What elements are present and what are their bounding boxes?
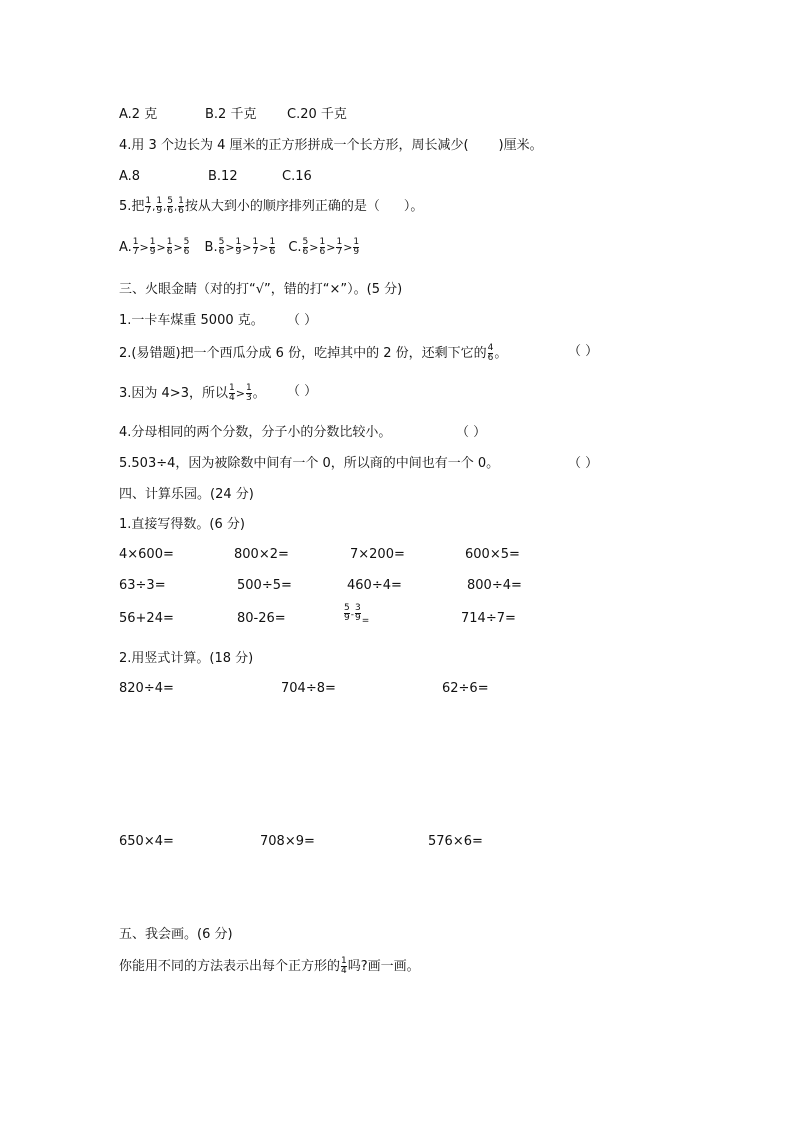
q5-suffix: 按从大到小的顺序排列正确的是（ — [184, 199, 380, 214]
fraction: $\frac{1}{4}$ — [228, 383, 235, 403]
q5-fraction-2: $\frac{1}{9}$ — [156, 196, 163, 216]
q3-option-b: B.2 千克 — [205, 107, 257, 122]
q5-option-a: A. $\frac{1}{7}$ > $\frac{1}{9}$ > $\frac{1}{6}$ > $\frac{5}{6}$ — [119, 237, 190, 257]
tf-item-1: 1.一卡车煤重 5000 克。 （ ） — [119, 313, 318, 328]
q5-options — [119, 238, 360, 257]
q4-options — [119, 169, 312, 185]
fraction: $\frac{1}{3}$ — [245, 383, 252, 403]
section-4-sub-1: 1.直接写得数。(6 分) — [119, 517, 245, 532]
fraction: $\frac{1}{4}$ — [341, 956, 347, 976]
tf-item-5: 5.503÷4，因为被除数中间有一个 0，所以商的中间也有一个 0。 （ ） — [119, 456, 599, 471]
calc-item: 460÷4= — [347, 578, 402, 593]
vertical-calc-item: 62÷6= — [442, 681, 489, 696]
calc-item: 80-26= — [237, 611, 286, 626]
calc-item-fraction: $\frac{5}{9}$ - $\frac{3}{9}$ $_=$ — [344, 603, 370, 626]
answer-blank[interactable]: （ ） — [456, 425, 487, 440]
vertical-calc-item: 820÷4= — [119, 681, 174, 696]
tf-item-2: 2.(易错题)把一个西瓜分成 6 份，吃掉其中的 2 份，还剩下它的 $\frac{4}{6}$ 。 （ ） — [119, 343, 599, 363]
vertical-calc-item: 708×9= — [260, 834, 315, 849]
q5-option-b: B. $\frac{5}{6}$ > $\frac{1}{9}$ > $\frac{1}{7}$ > $\frac{1}{6}$ — [204, 237, 276, 257]
vertical-calc-item: 650×4= — [119, 834, 174, 849]
q4-option-c: C.16 — [282, 169, 312, 184]
answer-blank[interactable]: （ ） — [568, 456, 599, 471]
calc-item: 500÷5= — [237, 578, 292, 593]
section-4-title: 四、计算乐园。(24 分) — [119, 487, 254, 502]
q5-fraction-1: $\frac{1}{7}$ — [145, 196, 152, 216]
fraction: $\frac{4}{6}$ — [487, 343, 494, 363]
vertical-calc-item: 704÷8= — [281, 681, 336, 696]
calc-item: 714÷7= — [461, 611, 516, 626]
calc-item: 4×600= — [119, 547, 174, 562]
q4-option-b: B.12 — [208, 169, 238, 184]
q3-option-c: C.20 千克 — [287, 107, 347, 122]
section-5-question: 你能用不同的方法表示出每个正方形的 $\frac{1}{4}$ 吗?画一画。 — [119, 956, 420, 976]
tf-item-3: 3.因为 4>3，所以 $\frac{1}{4}$ > $\frac{1}{3}$ 。 （ ） — [119, 383, 318, 403]
section-5-title: 五、我会画。(6 分) — [119, 927, 233, 942]
q3-option-a: A.2 克 — [119, 107, 158, 122]
q5-after: ）。 — [403, 199, 424, 214]
q4-option-a: A.8 — [119, 169, 141, 184]
q3-options — [119, 107, 347, 123]
q4-text: 4.用 3 个边长为 4 厘米的正方形拼成一个长方形，周长减少( — [119, 138, 469, 153]
q5-prefix: 5.把 — [119, 199, 145, 214]
question-4 — [119, 138, 543, 154]
q5-fraction-3: $\frac{5}{6}$ — [167, 196, 173, 216]
question-5: 5.把 $\frac{1}{7}$ , $\frac{1}{9}$ , $\frac{5}{6}$ , $\frac{1}{6}$ 按从大到小的顺序排列正确的是（ ）。 — [119, 196, 424, 216]
tf-item-4: 4.分母相同的两个分数，分子小的分数比较小。 （ ） — [119, 425, 487, 440]
section-4-sub-2: 2.用竖式计算。(18 分) — [119, 651, 254, 666]
vertical-calc-item: 576×6= — [428, 834, 483, 849]
q4-after: )厘米。 — [498, 138, 543, 153]
calc-item: 63÷3= — [119, 578, 166, 593]
calc-item: 56+24= — [119, 611, 174, 626]
answer-blank[interactable]: （ ） — [287, 313, 318, 328]
calc-item: 7×200= — [350, 547, 405, 562]
answer-blank[interactable]: （ ） — [568, 344, 599, 359]
calc-item: 800÷4= — [467, 578, 522, 593]
answer-blank[interactable]: （ ） — [287, 384, 318, 399]
calc-item: 800×2= — [234, 547, 289, 562]
q5-option-c: C. $\frac{5}{6}$ > $\frac{1}{6}$ > $\frac{1}{7}$ > $\frac{1}{9}$ — [288, 237, 360, 257]
q5-fraction-4: $\frac{1}{6}$ — [178, 196, 184, 216]
calc-item: 600×5= — [465, 547, 520, 562]
section-3-title: 三、火眼金睛（对的打“√”，错的打“×”）。(5 分) — [119, 282, 403, 297]
